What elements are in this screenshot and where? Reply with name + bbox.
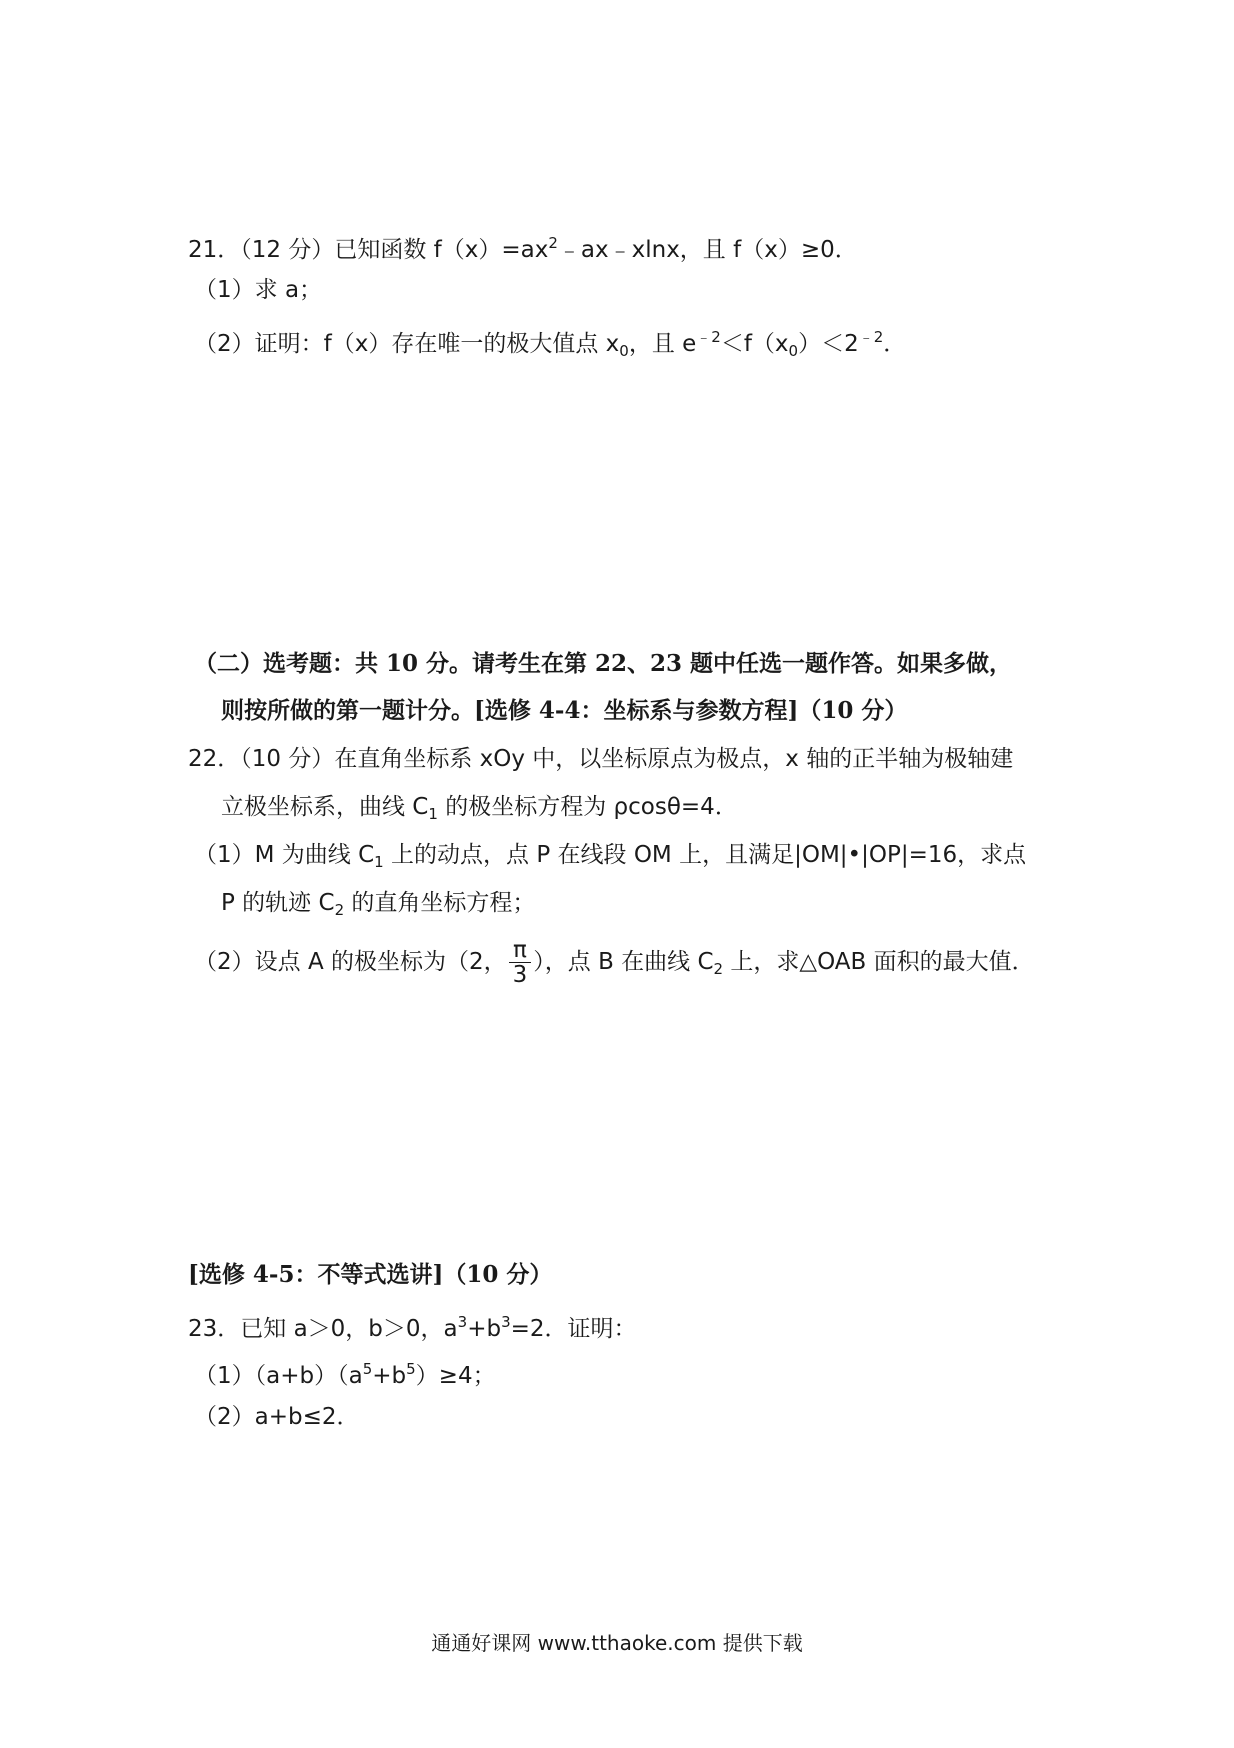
q22-part1-line2-text-b: 的直角坐标方程； — [344, 890, 536, 916]
page-footer: 通通好课网 www.tthaoke.com 提供下载 — [431, 1631, 803, 1655]
q21-part2-text-c: ＜f（x — [720, 331, 789, 357]
q22-part1-line2-text-a: P 的轨迹 C — [221, 890, 335, 916]
q22-line2-sub: 1 — [428, 805, 438, 823]
q22-part1-text-b: 上的动点，点 P 在线段 OM 上，且满足|OM|•|OP|=16，求点 — [383, 842, 1027, 868]
fraction-denominator: 3 — [512, 962, 528, 988]
q21-part2-sup1: ﹣2 — [696, 328, 721, 346]
q22-line2-text-b: 的极坐标方程为 ρcosθ=4． — [437, 794, 738, 820]
q23-part1-text-c: ）≥4； — [415, 1363, 496, 1389]
q21-part2-text-a: （2）证明：f（x）存在唯一的极大值点 x — [194, 331, 620, 357]
section2-line1: （二）选考题：共 10 分。请考生在第 22、23 题中任选一题作答。如果多做， — [194, 650, 1013, 677]
q22-line2 — [221, 792, 738, 829]
q21-part2-sub1: 0 — [619, 342, 629, 360]
q23-stem-sup1: 3 — [457, 1313, 468, 1331]
q21-part2-text-b: ，且 e — [628, 331, 697, 357]
q22-part1-text-a: （1）M 为曲线 C — [194, 842, 375, 868]
q21-stem-sup: 2 — [548, 234, 558, 252]
q22-part2-text-b: ），点 B 在曲线 C — [533, 949, 714, 975]
q22-part1 — [194, 840, 1026, 877]
q21-stem — [188, 228, 858, 265]
q23-stem-text-a: 23．已知 a＞0，b＞0，a — [188, 1316, 458, 1342]
q23-stem-text-c: =2．证明： — [510, 1316, 637, 1342]
q21-part2-text-d: ）＜2 — [798, 331, 859, 357]
q22-part2-text-c: 上，求△OAB 面积的最大值． — [723, 949, 1035, 975]
section3-header: [选修 4-5：不等式选讲]（10 分） — [188, 1261, 553, 1288]
q22-line1: 22．（10 分）在直角坐标系 xOy 中，以坐标原点为极点，x 轴的正半轴为极轴建 — [188, 746, 1014, 772]
fraction-numerator: π — [509, 938, 532, 963]
q22-part1-line2 — [221, 888, 535, 925]
q23-part1 — [194, 1354, 496, 1391]
q22-part1-line2-sub: 2 — [334, 901, 345, 919]
q23-stem-text-b: +b — [467, 1316, 502, 1342]
q21-part2-sup2: ﹣2 — [858, 328, 884, 346]
q21-number: 21． — [188, 237, 241, 263]
q23-stem — [188, 1307, 637, 1344]
q23-stem-sup2: 3 — [501, 1313, 511, 1331]
q22-line2-text-a: 立极坐标系，曲线 C — [221, 794, 429, 820]
pi-over-3-fraction — [509, 938, 532, 987]
q22-part2-text-a: （2）设点 A 的极坐标为（2， — [194, 949, 507, 975]
q21-score: （12 分） — [240, 237, 335, 263]
q22-part2 — [194, 938, 1035, 987]
q21-stem-text-b: ﹣ax﹣xlnx，且 f（x）≥0． — [557, 237, 858, 263]
q21-part2 — [194, 322, 906, 366]
q22-part2-sub: 2 — [713, 960, 724, 978]
q23-part1-sup2: 5 — [406, 1360, 416, 1378]
q21-part1: （1）求 a； — [194, 277, 323, 303]
q23-part2: （2）a+b≤2． — [194, 1404, 360, 1430]
q23-part1-text-a: （1）（a+b）（a — [194, 1363, 363, 1389]
q22-part1-sub: 1 — [374, 853, 384, 871]
q21-part2-sub2: 0 — [788, 342, 799, 360]
section2-line2: 则按所做的第一题计分。[选修 4-4：坐标系与参数方程]（10 分） — [221, 697, 908, 724]
q21-stem-text-a: 已知函数 f（x）=ax — [334, 237, 549, 263]
q21-part2-text-e: ． — [883, 331, 907, 357]
q23-part1-sup1: 5 — [362, 1360, 373, 1378]
q23-part1-text-b: +b — [372, 1363, 407, 1389]
